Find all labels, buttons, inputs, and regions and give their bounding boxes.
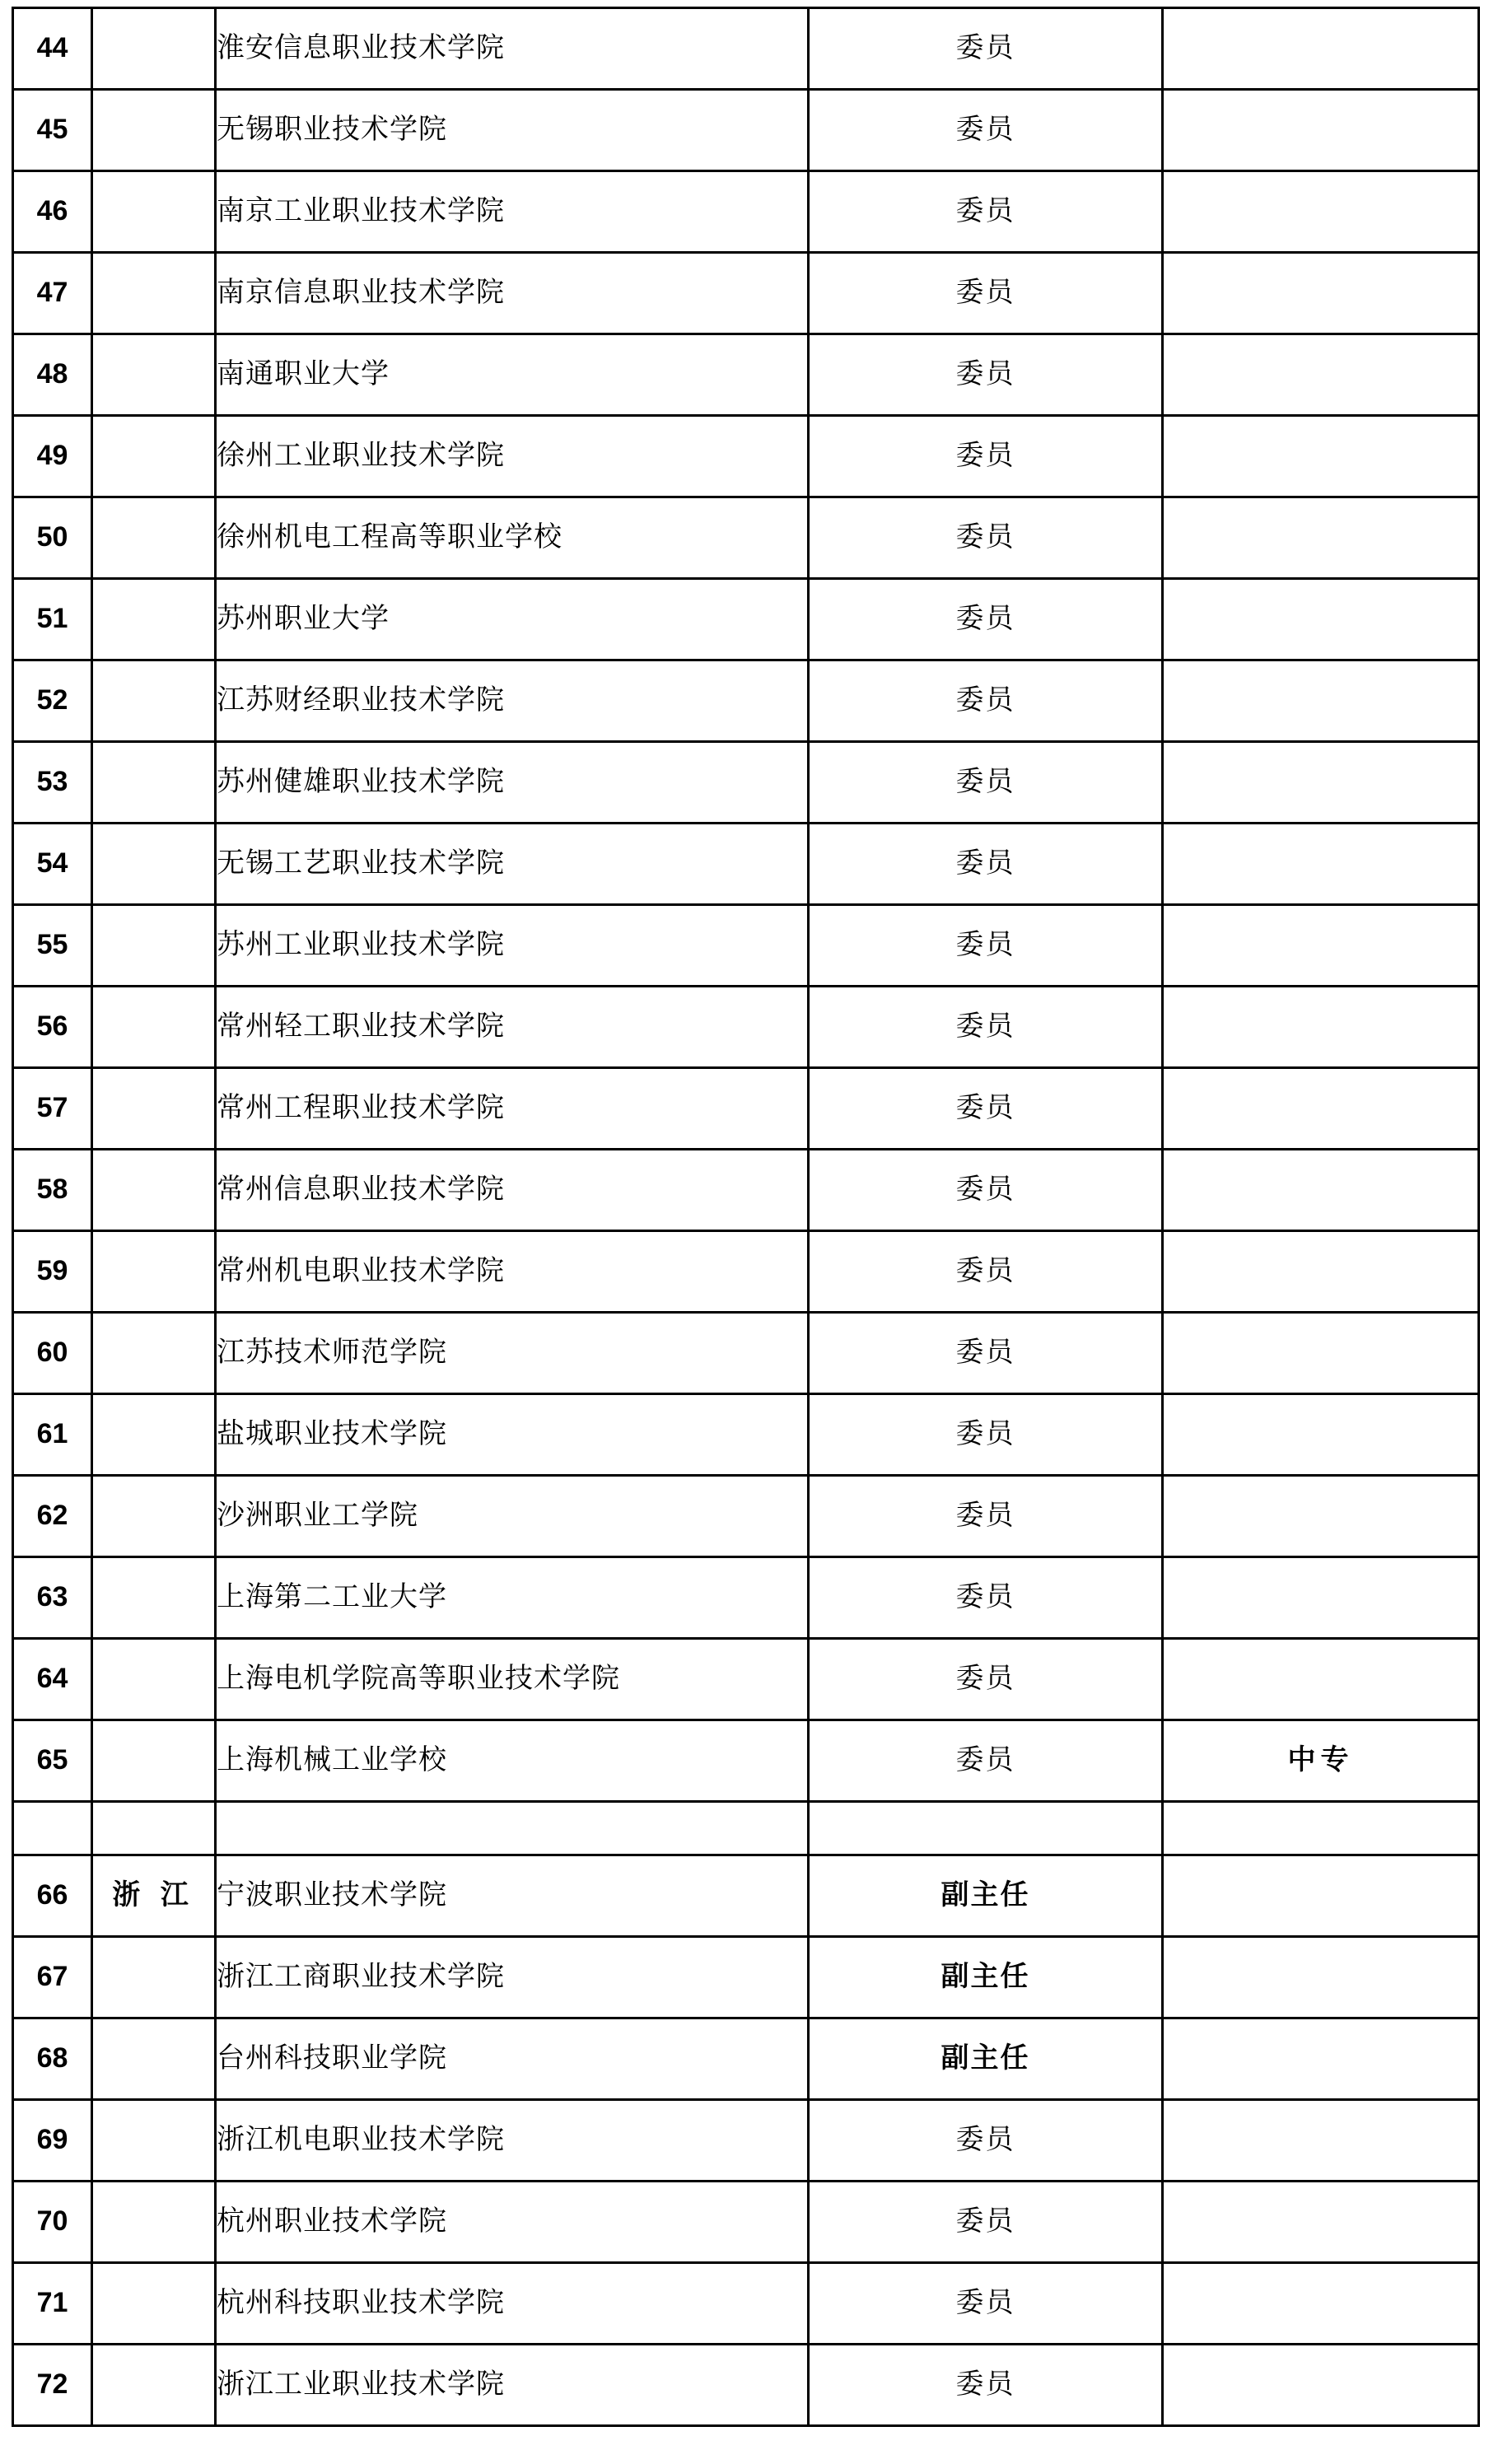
row-index-cell: 68: [13, 2018, 92, 2100]
row-school-cell: 常州信息职业技术学院: [216, 1150, 809, 1231]
row-school-cell: 上海第二工业大学: [216, 1557, 809, 1639]
row-note-cell: [1163, 2345, 1479, 2426]
row-index-cell: 57: [13, 1068, 92, 1150]
row-role-cell: 委员: [809, 90, 1163, 171]
row-note-cell: [1163, 1313, 1479, 1394]
row-region-cell: [92, 1639, 216, 1720]
row-note-cell: [1163, 1231, 1479, 1313]
row-note-cell: [1163, 416, 1479, 497]
row-index-cell: 60: [13, 1313, 92, 1394]
row-school-cell: 常州轻工职业技术学院: [216, 987, 809, 1068]
row-role-cell: 委员: [809, 1313, 1163, 1394]
row-note-cell: [1163, 1557, 1479, 1639]
row-note-cell: [1163, 1639, 1479, 1720]
row-role-cell: 委员: [809, 824, 1163, 905]
row-school-cell: [216, 1802, 809, 1855]
row-index-cell: 64: [13, 1639, 92, 1720]
row-region-cell: [92, 1394, 216, 1476]
table-row: [13, 171, 1479, 253]
row-index-cell: 49: [13, 416, 92, 497]
table-row: [13, 8, 1479, 90]
row-school-cell: 南京信息职业技术学院: [216, 253, 809, 334]
table-row: [13, 1639, 1479, 1720]
row-index-cell: 55: [13, 905, 92, 987]
table-row: [13, 987, 1479, 1068]
row-region-cell: [92, 1557, 216, 1639]
row-school-cell: 苏州工业职业技术学院: [216, 905, 809, 987]
row-region-cell: [92, 987, 216, 1068]
table-spacer-row: [13, 1802, 1479, 1855]
row-region-cell: [92, 905, 216, 987]
row-role-cell: 委员: [809, 497, 1163, 579]
row-role-cell: 副主任: [809, 2018, 1163, 2100]
row-school-cell: 无锡工艺职业技术学院: [216, 824, 809, 905]
row-note-cell: [1163, 1394, 1479, 1476]
row-note-cell: [1163, 1937, 1479, 2018]
table-row: [13, 579, 1479, 660]
table-row: [13, 497, 1479, 579]
row-region-cell: [92, 1068, 216, 1150]
row-school-cell: 淮安信息职业技术学院: [216, 8, 809, 90]
row-role-cell: 委员: [809, 334, 1163, 416]
row-region-cell: [92, 1937, 216, 2018]
row-note-cell: [1163, 905, 1479, 987]
row-note-cell: [1163, 742, 1479, 824]
row-school-cell: 浙江工业职业技术学院: [216, 2345, 809, 2426]
row-note-cell: [1163, 2018, 1479, 2100]
table-row: [13, 2100, 1479, 2182]
row-note-cell: [1163, 824, 1479, 905]
row-region-cell: [92, 416, 216, 497]
row-index-cell: 69: [13, 2100, 92, 2182]
row-role-cell: 委员: [809, 416, 1163, 497]
row-note-cell: [1163, 90, 1479, 171]
row-role-cell: 委员: [809, 1557, 1163, 1639]
row-index-cell: 71: [13, 2263, 92, 2345]
row-region-cell: [92, 1802, 216, 1855]
row-region-cell: [92, 253, 216, 334]
row-note-cell: [1163, 334, 1479, 416]
row-index-cell: 59: [13, 1231, 92, 1313]
row-index-cell: 48: [13, 334, 92, 416]
table-row: [13, 2018, 1479, 2100]
table-row: [13, 1937, 1479, 2018]
row-role-cell: 委员: [809, 2100, 1163, 2182]
row-region-cell: [92, 2345, 216, 2426]
row-region-cell: [92, 742, 216, 824]
table-row: [13, 1231, 1479, 1313]
row-note-cell: [1163, 660, 1479, 742]
row-school-cell: 浙江工商职业技术学院: [216, 1937, 809, 2018]
row-school-cell: 南通职业大学: [216, 334, 809, 416]
row-school-cell: 江苏技术师范学院: [216, 1313, 809, 1394]
row-index-cell: 53: [13, 742, 92, 824]
row-note-cell: [1163, 2182, 1479, 2263]
row-index-cell: 62: [13, 1476, 92, 1557]
row-note-cell: [1163, 8, 1479, 90]
row-school-cell: 上海机械工业学校: [216, 1720, 809, 1802]
row-role-cell: 委员: [809, 2345, 1163, 2426]
row-note-cell: 中专: [1163, 1720, 1479, 1802]
row-index-cell: 54: [13, 824, 92, 905]
row-note-cell: [1163, 171, 1479, 253]
row-school-cell: 台州科技职业学院: [216, 2018, 809, 2100]
row-region-cell: [92, 1720, 216, 1802]
row-school-cell: 浙江机电职业技术学院: [216, 2100, 809, 2182]
row-note-cell: [1163, 1855, 1479, 1937]
row-region-cell: [92, 1476, 216, 1557]
table-row: [13, 416, 1479, 497]
table-row: [13, 253, 1479, 334]
row-index-cell: 51: [13, 579, 92, 660]
row-school-cell: 南京工业职业技术学院: [216, 171, 809, 253]
row-role-cell: 委员: [809, 8, 1163, 90]
row-school-cell: 江苏财经职业技术学院: [216, 660, 809, 742]
row-index-cell: [13, 1802, 92, 1855]
table-row: [13, 1720, 1479, 1802]
row-role-cell: 委员: [809, 253, 1163, 334]
row-role-cell: 委员: [809, 579, 1163, 660]
row-role-cell: 副主任: [809, 1855, 1163, 1937]
row-note-cell: [1163, 253, 1479, 334]
row-role-cell: 委员: [809, 1394, 1163, 1476]
row-note-cell: [1163, 2100, 1479, 2182]
table-row: [13, 1557, 1479, 1639]
table-row: [13, 90, 1479, 171]
row-role-cell: 副主任: [809, 1937, 1163, 2018]
row-school-cell: 杭州科技职业技术学院: [216, 2263, 809, 2345]
row-region-cell: [92, 497, 216, 579]
row-role-cell: 委员: [809, 1150, 1163, 1231]
row-index-cell: 47: [13, 253, 92, 334]
row-region-cell: [92, 579, 216, 660]
row-index-cell: 63: [13, 1557, 92, 1639]
row-index-cell: 44: [13, 8, 92, 90]
row-index-cell: 67: [13, 1937, 92, 2018]
row-role-cell: 委员: [809, 2182, 1163, 2263]
row-region-cell: [92, 2018, 216, 2100]
row-role-cell: 委员: [809, 1068, 1163, 1150]
row-role-cell: [809, 1802, 1163, 1855]
row-region-cell: [92, 334, 216, 416]
row-note-cell: [1163, 579, 1479, 660]
table-row: [13, 660, 1479, 742]
row-region-cell: [92, 1231, 216, 1313]
row-index-cell: 61: [13, 1394, 92, 1476]
row-region-cell: [92, 90, 216, 171]
row-index-cell: 65: [13, 1720, 92, 1802]
row-note-cell: [1163, 1150, 1479, 1231]
row-school-cell: 杭州职业技术学院: [216, 2182, 809, 2263]
row-index-cell: 45: [13, 90, 92, 171]
row-region-cell: [92, 8, 216, 90]
table-row: [13, 1476, 1479, 1557]
row-role-cell: 委员: [809, 1639, 1163, 1720]
row-index-cell: 56: [13, 987, 92, 1068]
row-index-cell: 50: [13, 497, 92, 579]
table-row: [13, 2345, 1479, 2426]
row-school-cell: 无锡职业技术学院: [216, 90, 809, 171]
row-region-cell: 浙 江: [92, 1855, 216, 1937]
row-school-cell: 沙洲职业工学院: [216, 1476, 809, 1557]
table-row: [13, 1313, 1479, 1394]
row-index-cell: 46: [13, 171, 92, 253]
table-row: [13, 334, 1479, 416]
row-role-cell: 委员: [809, 660, 1163, 742]
table-row: [13, 1150, 1479, 1231]
table-row: [13, 1394, 1479, 1476]
row-region-cell: [92, 2263, 216, 2345]
row-school-cell: 宁波职业技术学院: [216, 1855, 809, 1937]
row-note-cell: [1163, 2263, 1479, 2345]
row-school-cell: 上海电机学院高等职业技术学院: [216, 1639, 809, 1720]
table-row: [13, 1068, 1479, 1150]
row-index-cell: 58: [13, 1150, 92, 1231]
row-index-cell: 70: [13, 2182, 92, 2263]
row-region-cell: [92, 660, 216, 742]
committee-roster-table: [12, 7, 1480, 2427]
row-school-cell: 徐州机电工程高等职业学校: [216, 497, 809, 579]
row-region-cell: [92, 1313, 216, 1394]
row-role-cell: 委员: [809, 742, 1163, 824]
table-row: [13, 905, 1479, 987]
row-role-cell: 委员: [809, 905, 1163, 987]
row-school-cell: 徐州工业职业技术学院: [216, 416, 809, 497]
row-index-cell: 72: [13, 2345, 92, 2426]
table-row: [13, 2182, 1479, 2263]
row-school-cell: 常州工程职业技术学院: [216, 1068, 809, 1150]
row-note-cell: [1163, 1476, 1479, 1557]
row-index-cell: 66: [13, 1855, 92, 1937]
row-school-cell: 常州机电职业技术学院: [216, 1231, 809, 1313]
row-role-cell: 委员: [809, 1476, 1163, 1557]
row-index-cell: 52: [13, 660, 92, 742]
row-school-cell: 苏州健雄职业技术学院: [216, 742, 809, 824]
row-school-cell: 苏州职业大学: [216, 579, 809, 660]
table-row: [13, 1855, 1479, 1937]
row-role-cell: 委员: [809, 2263, 1163, 2345]
row-note-cell: [1163, 497, 1479, 579]
table-row: [13, 824, 1479, 905]
row-role-cell: 委员: [809, 1720, 1163, 1802]
row-note-cell: [1163, 1802, 1479, 1855]
row-role-cell: 委员: [809, 987, 1163, 1068]
row-school-cell: 盐城职业技术学院: [216, 1394, 809, 1476]
row-role-cell: 委员: [809, 1231, 1163, 1313]
row-region-cell: [92, 2100, 216, 2182]
row-region-cell: [92, 1150, 216, 1231]
table-row: [13, 2263, 1479, 2345]
row-region-cell: [92, 171, 216, 253]
row-note-cell: [1163, 1068, 1479, 1150]
row-note-cell: [1163, 987, 1479, 1068]
row-region-cell: [92, 2182, 216, 2263]
roster-body: [13, 8, 1479, 2426]
row-role-cell: 委员: [809, 171, 1163, 253]
table-row: [13, 742, 1479, 824]
row-region-cell: [92, 824, 216, 905]
